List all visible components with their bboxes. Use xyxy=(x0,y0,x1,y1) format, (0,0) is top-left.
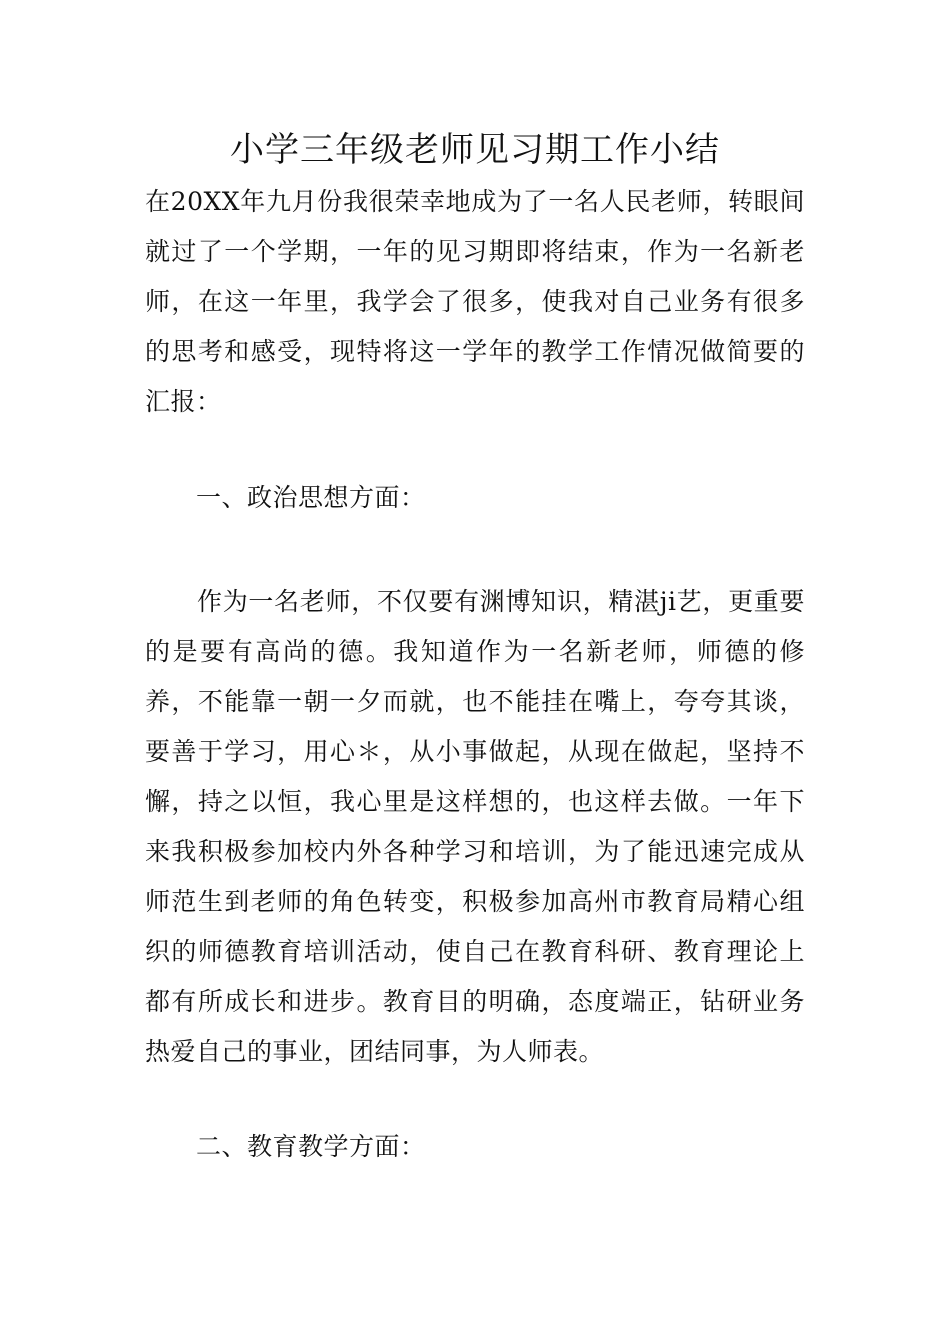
intro-paragraph: 在20XX年九月份我很荣幸地成为了一名人民老师，转眼间就过了一个学期，一年的见习期即将结束，作为一名新老师，在这一年里，我学会了很多，使我对自己业务有很多的思考和感受，现特将这一学年的教学工作情况做简要的汇报： xyxy=(145,187,805,416)
section-heading-teaching: 二、教育教学方面： xyxy=(196,1132,426,1161)
section-heading-politics: 一、政治思想方面： xyxy=(196,483,426,512)
politics-paragraph: 作为一名老师，不仅要有渊博知识，精湛ji艺，更重要的是要有高尚的德。我知道作为一名新老师，师德的修养，不能靠一朝一夕而就，也不能挂在嘴上，夸夸其谈，要善于学习，用心＊，从小事做起，从现在做起，坚持不懈，持之以恒，我心里是这样想的，也这样去做。一年下来我积极参加校内外各种学习和培训，为了能迅速完成从师范生到老师的角色转变，积极参加高州市教育局精心组织的师德教育培训活动，使自己在教育科研、教育理论上都有所成长和进步。教育目的明确，态度端正，钻研业务热爱自己的事业，团结同事，为人师表。 xyxy=(145,587,805,1066)
document-title: 小学三年级老师见习期工作小结 xyxy=(230,130,720,170)
